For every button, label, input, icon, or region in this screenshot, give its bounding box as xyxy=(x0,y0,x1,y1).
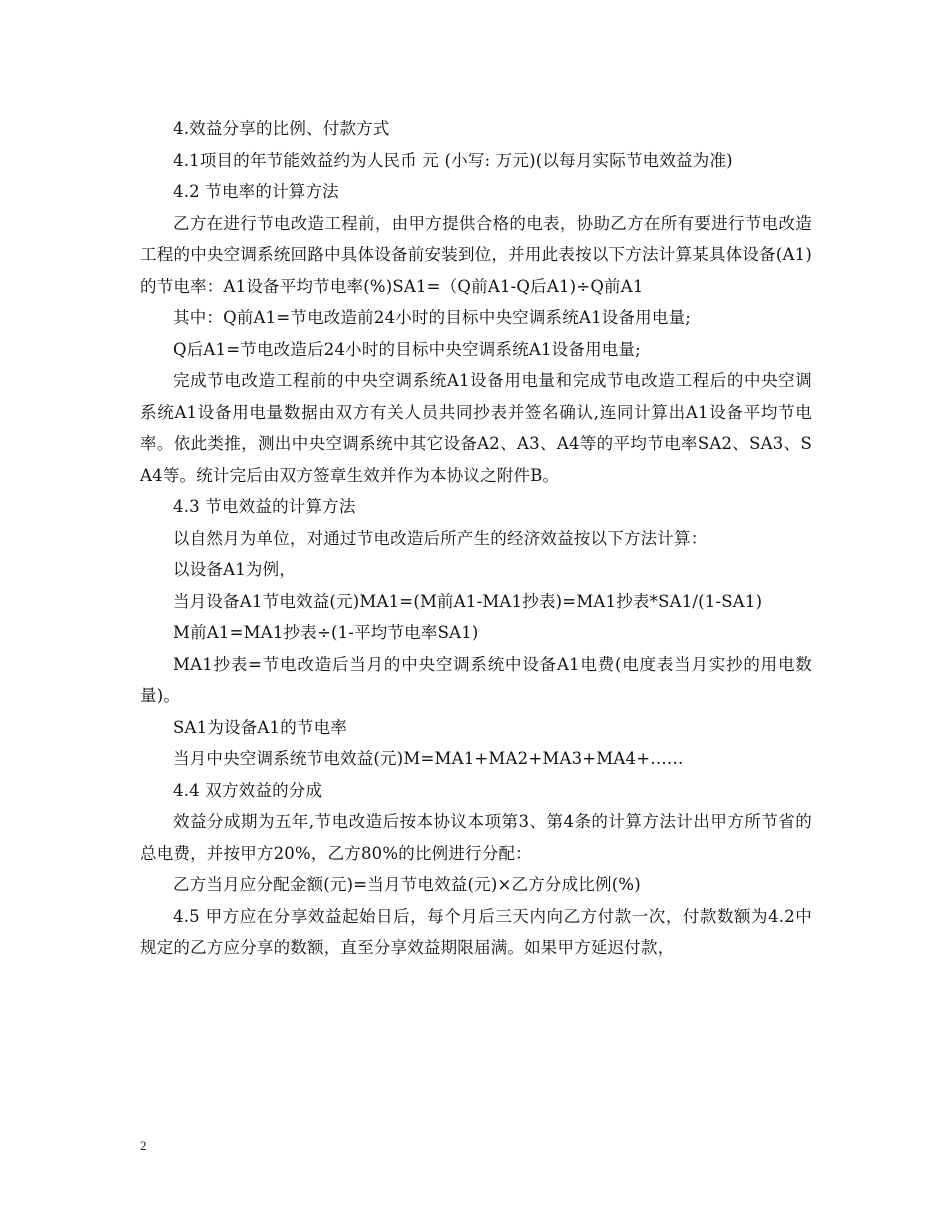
paragraph-q-before: 其中：Q前A1=节电改造前24小时的目标中央空调系统A1设备用电量; xyxy=(173,308,692,327)
paragraph-sharing-period: 效益分成期为五年,节电改造后按本协议本项第3、第4条的计算方法计出甲方所节省的总电费，并按甲方20%，乙方80%的比例进行分配： xyxy=(140,812,812,863)
paragraph-sa1-definition: SA1为设备A1的节电率 xyxy=(173,717,348,737)
section-heading-4-2: 4.2 节电率的计算方法 xyxy=(173,182,339,201)
section-heading-4-4: 4.4 双方效益的分成 xyxy=(173,780,323,800)
page-number: 2 xyxy=(140,1138,147,1153)
formula-total-savings: 当月中央空调系统节电效益(元)M=MA1+MA2+MA3+MA4+…… xyxy=(173,749,684,768)
section-heading-4: 4.效益分享的比例、付款方式 xyxy=(173,119,390,138)
formula-ma1: 当月设备A1节电效益(元)MA1=(M前A1-MA1抄表)=MA1抄表*SA1/(1-SA1) xyxy=(173,591,763,611)
document-body xyxy=(140,113,812,964)
paragraph-example: 以设备A1为例， xyxy=(173,560,297,579)
paragraph-meter-reading: 完成节电改造工程前的中央空调系统A1设备用电量和完成节电改造工程后的中央空调系统A1设备用电量数据由双方有关人员共同抄表并签名确认,连同计算出A1设备平均节电率。依此类推，测出中央空调系统中其它设备A2、A3、A4等的平均节电率SA2、SA3、SA4等。统计完后由双方签章生效并作为本协议之附件B。 xyxy=(140,371,812,485)
formula-m-before: M前A1=MA1抄表÷(1-平均节电率SA1) xyxy=(173,623,479,642)
paragraph-meter-definition: MA1抄表=节电改造后当月的中央空调系统中设备A1电费(电度表当月实抄的用电数量)。 xyxy=(140,654,812,705)
formula-share-amount: 乙方当月应分配金额(元)=当月节电效益(元)×乙方分成比例(%) xyxy=(173,875,641,894)
paragraph-installation: 乙方在进行节电改造工程前，由甲方提供合格的电表，协助乙方在所有要进行节电改造工程的中央空调系统回路中具体设备前安装到位，并用此表按以下方法计算某具体设备(A1)的节电率：A1设备平均节电率(%)SA1=（Q前A1-Q后A1)÷Q前A1 xyxy=(140,213,812,296)
paragraph-q-after: Q后A1=节电改造后24小时的目标中央空调系统A1设备用电量; xyxy=(173,339,641,359)
paragraph-monthly-unit: 以自然月为单位，对通过节电改造后所产生的经济效益按以下方法计算： xyxy=(173,528,708,548)
section-heading-4-3: 4.3 节电效益的计算方法 xyxy=(173,497,356,516)
paragraph-4-1: 4.1项目的年节能效益约为人民币 元 (小写: 万元)(以每月实际节电效益为准) xyxy=(173,150,733,170)
paragraph-4-5: 4.5 甲方应在分享效益起始日后，每个月后三天内向乙方付款一次，付款数额为4.2中规定的乙方应分享的数额，直至分享效益期限届满。如果甲方延迟付款， xyxy=(140,906,812,957)
